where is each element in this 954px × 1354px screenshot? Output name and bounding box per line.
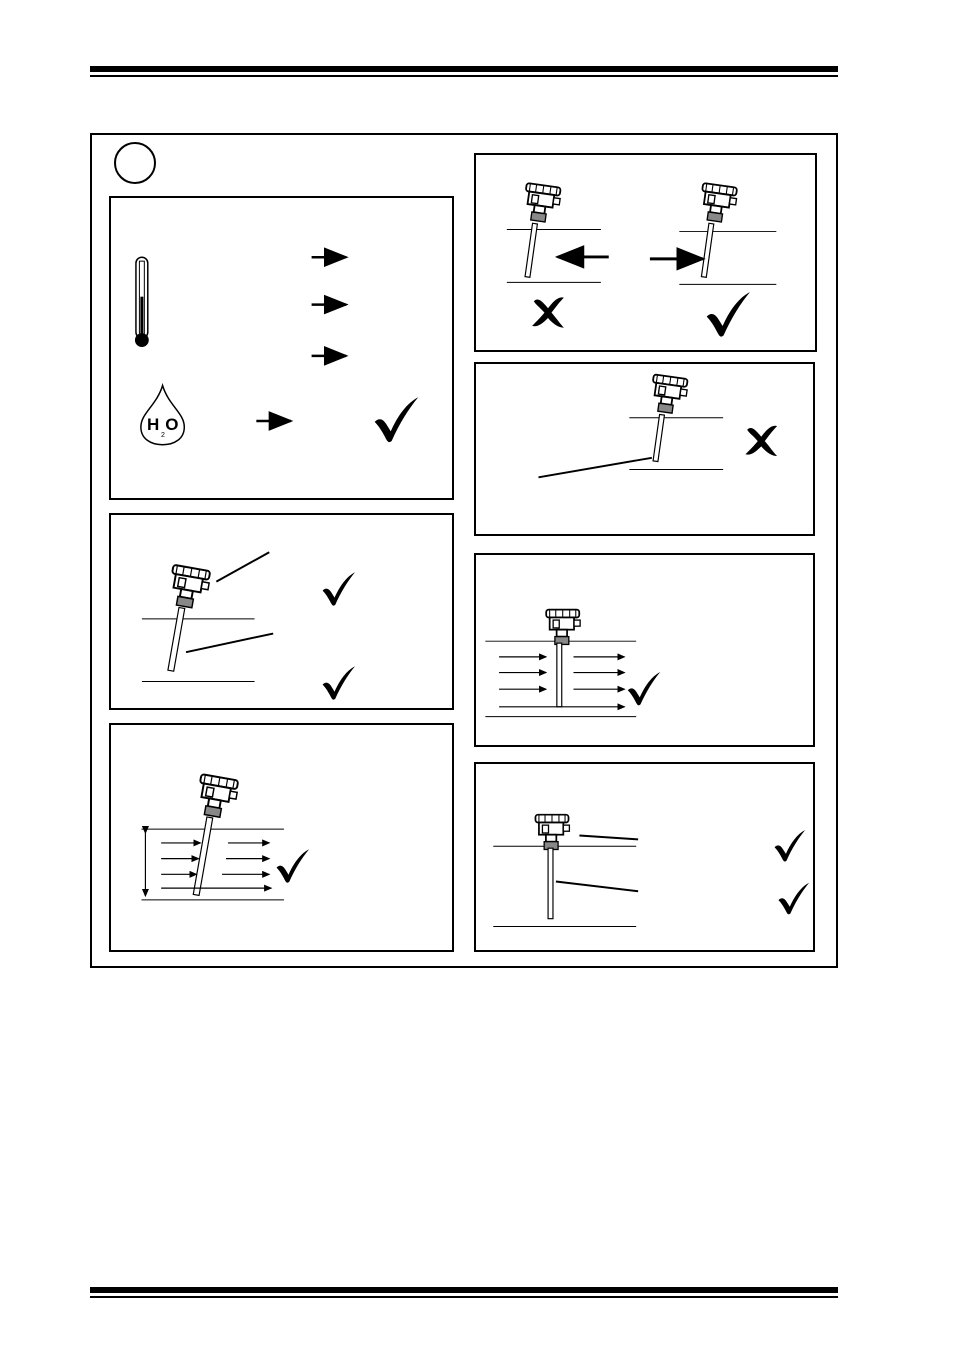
sensor-head-icon [167,565,211,610]
footer-rule-thick [90,1287,838,1293]
sensor-head-icon [649,374,689,414]
check-mark [323,666,355,699]
cable-and-probe-panel [474,762,815,952]
sensor-head-icon [546,610,580,645]
footer-rule-thin [90,1296,838,1298]
header-rule-thin [90,75,838,77]
sensor-head-icon [522,183,562,224]
leader-line-cable [579,835,638,839]
sensor-head-icon [535,815,569,850]
probe-stem [653,414,664,461]
leader-line [538,458,651,478]
orientation-panel [474,153,817,352]
cross-mark [745,426,777,456]
step-number-circle [114,142,156,184]
probe-stem [557,643,562,707]
check-mark [775,830,806,861]
check-mark [277,849,310,882]
cross-mark [532,297,564,327]
conditions-panel [109,196,454,500]
check-mark [628,672,660,705]
probe-stem [548,848,553,918]
pipe-contact-panel [474,362,815,536]
probe-stem [525,223,537,277]
check-mark [375,397,419,442]
sensor-head-icon [195,774,240,819]
leader-line-head [216,552,269,581]
head-and-stem-panel [109,513,454,710]
header-rule-thick [90,66,838,72]
probe-stem [168,607,185,671]
leader-line-stem [186,634,273,653]
check-mark [323,572,355,605]
angled-flow-panel [109,723,454,952]
check-mark [778,883,809,914]
water-formula: HO [147,415,185,434]
water-formula-subscript: 2 [161,432,165,439]
leader-line-probe [556,881,638,891]
thermometer-icon [135,257,149,347]
sensor-head-icon [698,183,738,224]
perpendicular-flow-panel [474,553,815,747]
check-mark [707,292,750,337]
